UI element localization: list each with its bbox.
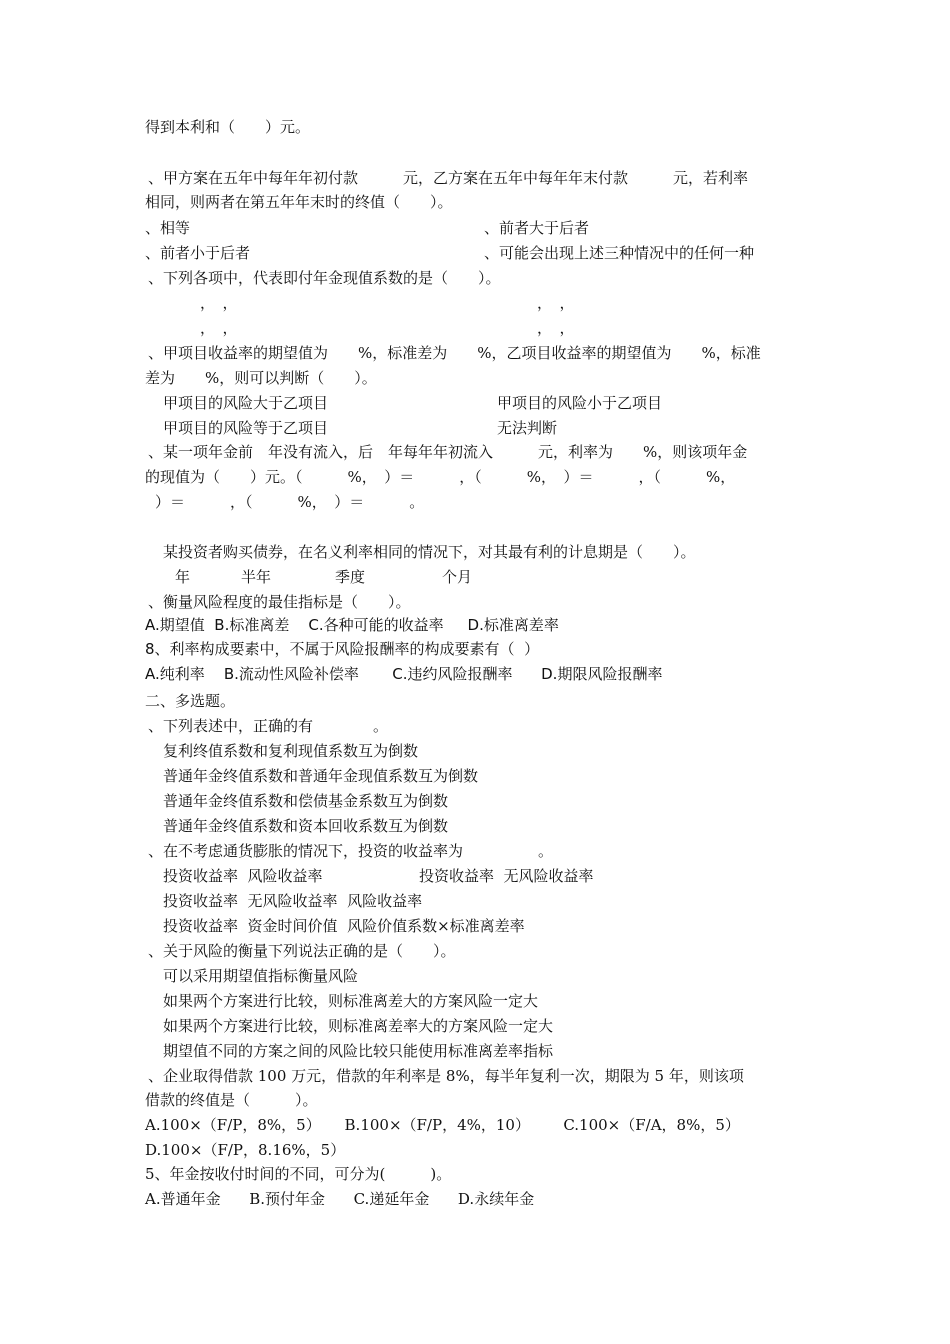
- option-c: ， ，: [200, 319, 238, 337]
- option-c: 、前者小于后者: [145, 244, 251, 262]
- text-line: ）＝ ，（ %， ）＝ 。: [155, 493, 425, 511]
- option-d: 投资收益率 资金时间价值 风险价值系数×标准离差率: [163, 917, 525, 935]
- option-b: 半年: [241, 568, 272, 586]
- question-stem: 、甲项目收益率的期望值为 %，标准差为 %，乙项目收益率的期望值为 %，标准: [148, 344, 761, 362]
- option-row: A.纯利率 B.流动性风险补偿率 C.违约风险报酬率 D.期限风险报酬率: [145, 665, 663, 683]
- option-b: ， ，: [537, 294, 575, 312]
- option-row: A.普通年金 B.预付年金 C.递延年金 D.永续年金: [145, 1190, 535, 1208]
- option-d: D.100×（F/P，8.16%，5）: [145, 1141, 346, 1159]
- option-row: A.期望值 B.标准离差 C.各种可能的收益率 D.标准离差率: [145, 616, 559, 634]
- text-line: 借款的终值是（ ）。: [145, 1091, 318, 1109]
- option-d: ， ，: [537, 319, 575, 337]
- option-d: 个月: [442, 568, 473, 586]
- section-heading: 二、多选题。: [145, 692, 236, 710]
- text-line: 差为 %，则可以判断（ ）。: [145, 369, 377, 387]
- question-stem: 、某一项年金前 年没有流入，后 年每年年初流入 元，利率为 %，则该项年金: [148, 443, 748, 461]
- question-stem: 、下列表述中，正确的有 。: [148, 717, 389, 735]
- option-c: 季度: [335, 568, 366, 586]
- option-b: 甲项目的风险小于乙项目: [497, 394, 663, 412]
- option-c: 甲项目的风险等于乙项目: [163, 419, 329, 437]
- option-c: 如果两个方案进行比较，则标准离差率大的方案风险一定大: [163, 1017, 554, 1035]
- question-stem: 8、利率构成要素中，不属于风险报酬率的构成要素有（ ）: [145, 640, 540, 658]
- question-stem: 、企业取得借款 100 万元，借款的年利率是 8%，每半年复利一次，期限为 5 年，则该项: [148, 1067, 744, 1085]
- option-b: 、前者大于后者: [484, 219, 590, 237]
- question-stem: 、甲方案在五年中每年年初付款 元，乙方案在五年中每年年末付款 元，若利率: [148, 169, 749, 187]
- option-row: A.100×（F/P，8%，5） B.100×（F/P，4%，10） C.100×（F/A，8%，5）: [145, 1116, 740, 1134]
- text-line: 的现值为（ ）元。（ %， ）＝ ，（ %， ）＝ ，（ %，: [145, 468, 736, 486]
- option-a: 甲项目的风险大于乙项目: [163, 394, 329, 412]
- option-d: 、可能会出现上述三种情况中的任何一种: [484, 244, 755, 262]
- question-stem: 、衡量风险程度的最佳指标是（ ）。: [148, 593, 411, 611]
- option-a: ， ，: [200, 294, 238, 312]
- option-c: 投资收益率 无风险收益率 风险收益率: [163, 892, 423, 910]
- question-stem: 、下列各项中，代表即付年金现值系数的是（ ）。: [148, 269, 501, 287]
- text-line: 得到本利和（ ）元。: [145, 118, 311, 136]
- question-stem: 某投资者购买债券，在名义利率相同的情况下，对其最有利的计息期是（ ）。: [163, 543, 696, 561]
- option-d: 无法判断: [497, 419, 558, 437]
- option-a: 、相等: [145, 219, 191, 237]
- option-c: 普通年金终值系数和偿债基金系数互为倒数: [163, 792, 449, 810]
- option-a: 复利终值系数和复利现值系数互为倒数: [163, 742, 419, 760]
- option-b: 普通年金终值系数和普通年金现值系数互为倒数: [163, 767, 479, 785]
- question-stem: 5、年金按收付时间的不同，可分为( )。: [145, 1165, 452, 1183]
- option-a: 年: [175, 568, 191, 586]
- option-d: 期望值不同的方案之间的风险比较只能使用标准离差率指标: [163, 1042, 554, 1060]
- text-line: 相同，则两者在第五年年末时的终值（ ）。: [145, 193, 453, 211]
- option-a: 投资收益率 风险收益率: [163, 867, 323, 885]
- option-d: 普通年金终值系数和资本回收系数互为倒数: [163, 817, 449, 835]
- question-stem: 、在不考虑通货膨胀的情况下，投资的收益率为 。: [148, 842, 554, 860]
- option-b: 投资收益率 无风险收益率: [419, 867, 594, 885]
- option-a: 可以采用期望值指标衡量风险: [163, 967, 359, 985]
- question-stem: 、关于风险的衡量下列说法正确的是（ ）。: [148, 942, 456, 960]
- option-b: 如果两个方案进行比较，则标准离差大的方案风险一定大: [163, 992, 539, 1010]
